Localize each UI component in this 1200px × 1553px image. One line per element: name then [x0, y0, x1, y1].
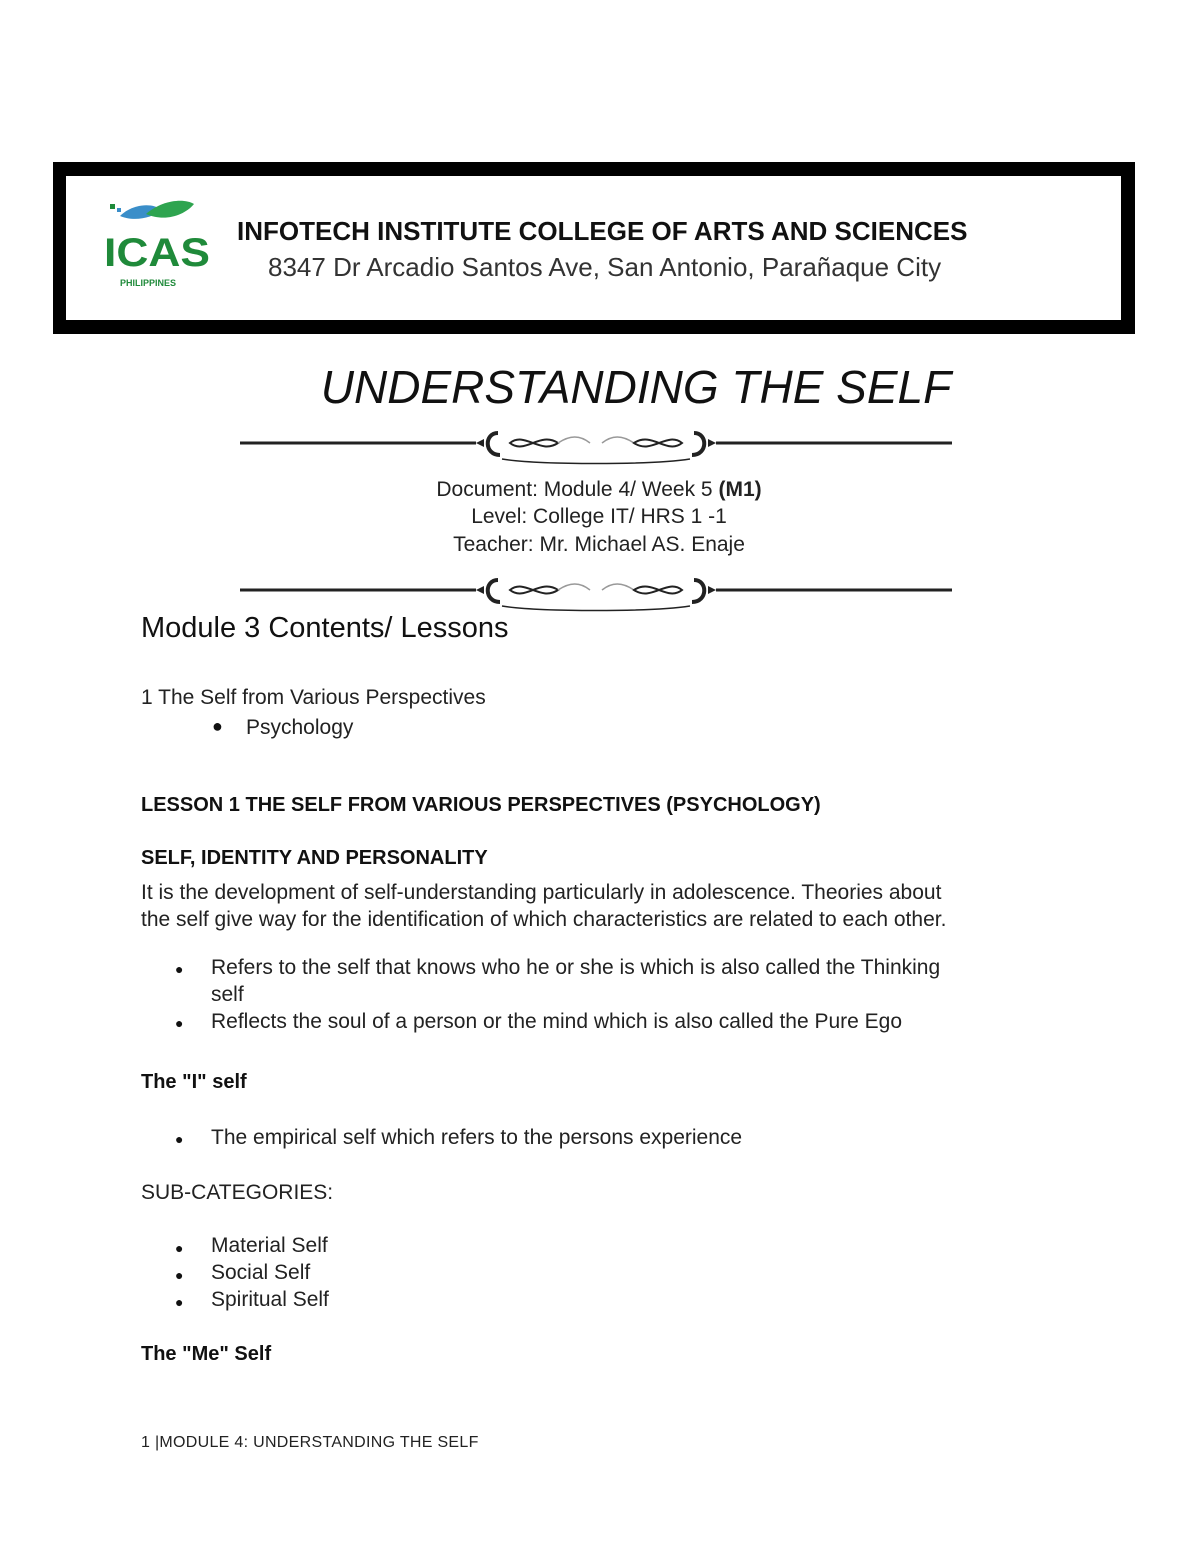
- bullet-icon: ●: [175, 1294, 184, 1310]
- bullet-icon: ●: [175, 1240, 184, 1256]
- bullet-icon: ●: [175, 1015, 184, 1031]
- bullet-icon: ●: [175, 1131, 184, 1147]
- logo-subtext: PHILIPPINES: [120, 278, 177, 288]
- list-item: The empirical self which refers to the persons experience: [211, 1126, 743, 1149]
- bullet-icon: ●: [175, 961, 184, 977]
- lesson-heading: LESSON 1 THE SELF FROM VARIOUS PERSPECTIVES (PSYCHOLOGY): [141, 794, 821, 816]
- contents-heading: Module 3 Contents/ Lessons: [141, 612, 509, 644]
- document-title: UNDERSTANDING THE SELF: [320, 361, 952, 413]
- i-self-heading: The "I" self: [141, 1071, 247, 1093]
- ornamental-divider-top: [240, 425, 952, 465]
- meta-document-code: (M1): [718, 478, 762, 501]
- icas-logo: [102, 196, 214, 292]
- list-item-continuation: self: [211, 983, 244, 1006]
- list-item: Reflects the soul of a person or the mind which is also called the Pure Ego: [211, 1010, 903, 1033]
- institution-name: INFOTECH INSTITUTE COLLEGE OF ARTS AND SCIENCES: [237, 216, 968, 246]
- list-item: Spiritual Self: [211, 1288, 329, 1311]
- contents-item: 1 The Self from Various Perspectives: [141, 686, 486, 709]
- meta-document: [0, 478, 1198, 502]
- logo-mark-1: [110, 204, 115, 209]
- subcategories-label: SUB-CATEGORIES:: [141, 1181, 334, 1204]
- me-self-heading: The "Me" Self: [141, 1343, 272, 1365]
- list-item: Social Self: [211, 1261, 311, 1284]
- list-item: Refers to the self that knows who he or she is which is also called the Thinking: [211, 956, 941, 979]
- header-panel: [66, 176, 1121, 320]
- logo-leaf-green: [146, 201, 194, 218]
- page-footer: 1 |MODULE 4: UNDERSTANDING THE SELF: [141, 1434, 479, 1451]
- logo-text: ICAS: [104, 231, 210, 275]
- logo-mark-2: [117, 208, 121, 212]
- bullet-icon: ●: [175, 1267, 184, 1283]
- paragraph-line-1: It is the development of self-understanding particularly in adolescence. Theories about: [141, 881, 942, 904]
- bullet-icon: ●: [212, 716, 223, 736]
- meta-document-text: Document: Module 4/ Week 5: [436, 478, 719, 501]
- section-heading: SELF, IDENTITY AND PERSONALITY: [141, 847, 488, 869]
- list-item: Material Self: [211, 1234, 328, 1257]
- institution-address: 8347 Dr Arcadio Santos Ave, San Antonio, Parañaque City: [268, 252, 942, 282]
- contents-subitem: Psychology: [246, 716, 354, 739]
- meta-teacher: Teacher: Mr. Michael AS. Enaje: [453, 533, 745, 556]
- ornamental-divider-bottom: [240, 572, 952, 612]
- paragraph-line-2: the self give way for the identification of which characteristics are related to each other.: [141, 908, 947, 931]
- meta-level: Level: College IT/ HRS 1 -1: [471, 505, 727, 528]
